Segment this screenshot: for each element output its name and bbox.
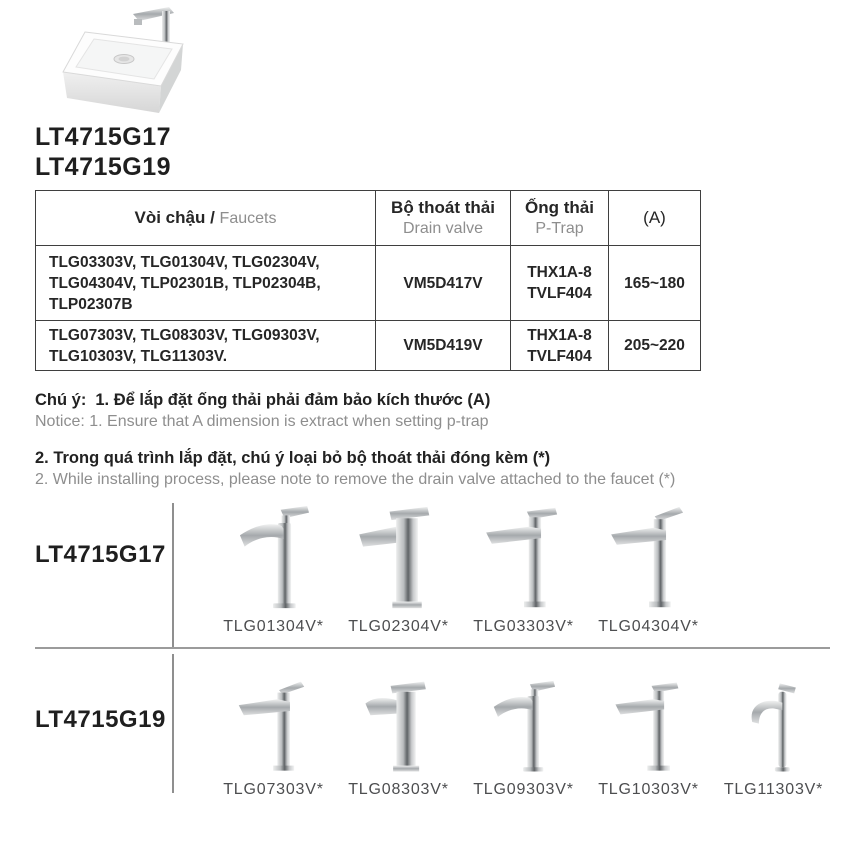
faucet-image-tlg01304v	[226, 505, 322, 611]
faucet-label: TLG10303V*	[598, 781, 699, 798]
showcase-model-g19: LT4715G19	[35, 706, 166, 733]
header-drain-valve	[376, 191, 511, 246]
faucet-item	[211, 503, 336, 636]
faucet-item	[586, 654, 711, 799]
showcase-divider-horizontal	[35, 647, 830, 649]
cell-dimension-g17: 165~180	[609, 246, 701, 321]
p-trap-line1: THX1A-8	[527, 326, 592, 344]
faucet-image-tlg11303v	[730, 680, 818, 774]
showcase-divider-vertical	[172, 503, 174, 648]
faucet-label: TLG08303V*	[348, 781, 449, 798]
table-header-row	[36, 191, 701, 246]
showcase-items-g17	[211, 503, 711, 636]
compatibility-table	[35, 190, 701, 371]
table-row-g17	[36, 246, 701, 321]
header-p-trap-vi: Ống thải	[525, 198, 594, 217]
faucet-image-tlg04304v	[601, 505, 697, 611]
p-trap-line2: TVLF404	[527, 285, 592, 302]
p-trap-line2: TVLF404	[527, 347, 592, 365]
faucet-label: TLG07303V*	[223, 781, 324, 798]
header-faucets	[36, 191, 376, 246]
header-drain-valve-vi: Bộ thoát thải	[391, 198, 495, 217]
cell-drain-valve-g19: VM5D419V	[376, 321, 511, 371]
header-p-trap	[511, 191, 609, 246]
note1-en: Notice: 1. Ensure that A dimension is extract when setting p-trap	[35, 413, 489, 430]
header-faucets-vi: Vòi chậu /	[134, 208, 215, 227]
cell-dimension-g19: 205~220	[609, 321, 701, 371]
header-faucets-en: Faucets	[219, 210, 277, 227]
header-p-trap-en: P-Trap	[535, 220, 584, 237]
showcase-model-g17: LT4715G17	[35, 541, 166, 568]
faucet-item	[586, 503, 711, 636]
model-title-lt4715g19: LT4715G19	[35, 153, 172, 181]
faucet-image-tlg07303v	[230, 680, 318, 774]
cell-faucets-g17: TLG03303V, TLG01304V, TLG02304V, TLG04304V, TLP02301B, TLP02304B, TLP02307B	[36, 246, 376, 321]
faucet-label: TLG11303V*	[723, 781, 824, 798]
sink-drain-cap	[119, 57, 130, 62]
faucet-item	[211, 654, 336, 799]
showcase-items-g19	[211, 654, 836, 799]
header-dimension-a: (A)	[609, 191, 701, 246]
faucet-item	[336, 503, 461, 636]
faucet-image-tlg08303v	[355, 680, 443, 774]
sink-faucet-body	[162, 11, 170, 46]
product-model-titles	[35, 122, 171, 182]
faucet-item	[461, 503, 586, 636]
faucet-showcase-g19	[0, 654, 850, 799]
cell-p-trap-g17	[511, 246, 609, 321]
note2-en: 2. While installing process, please note to remove the drain valve attached to the faucet (*)	[35, 471, 676, 488]
faucet-image-tlg10303v	[605, 680, 693, 774]
sink-faucet-spout	[134, 19, 142, 25]
faucet-label: TLG09303V*	[473, 781, 574, 798]
faucet-label: TLG03303V*	[473, 618, 574, 635]
model-title-lt4715g17: LT4715G17	[35, 123, 172, 151]
note1-label: Chú ý:	[35, 391, 87, 409]
header-drain-valve-en: Drain valve	[402, 220, 484, 237]
note2-vi: 2. Trong quá trình lắp đặt, chú ý loại bỏ bộ thoát thải đóng kèm (*)	[35, 449, 551, 467]
note1-vi	[35, 391, 825, 410]
faucet-label: TLG04304V*	[598, 618, 699, 635]
faucet-item	[336, 654, 461, 799]
table-row-g19	[36, 321, 701, 371]
note1-vi-text: 1. Để lắp đặt ống thải phải đảm bảo kích thước (A)	[95, 391, 491, 409]
notes-section	[35, 391, 825, 489]
faucet-image-tlg09303v	[480, 680, 568, 774]
showcase-divider-vertical	[172, 654, 174, 793]
cell-drain-valve-g17: VM5D417V	[376, 246, 511, 321]
faucet-label: TLG01304V*	[223, 618, 324, 635]
faucet-showcase-g17	[0, 503, 850, 648]
sink-product-image	[35, 6, 220, 126]
p-trap-line1: THX1A-8	[527, 264, 592, 281]
faucet-label: TLG02304V*	[348, 618, 449, 635]
cell-faucets-g19: TLG07303V, TLG08303V, TLG09303V, TLG10303V, TLG11303V.	[36, 321, 376, 371]
faucet-item	[461, 654, 586, 799]
faucet-item	[711, 654, 836, 799]
faucet-image-tlg03303v	[476, 505, 572, 611]
faucet-image-tlg02304v	[351, 505, 447, 611]
cell-p-trap-g19	[511, 321, 609, 371]
